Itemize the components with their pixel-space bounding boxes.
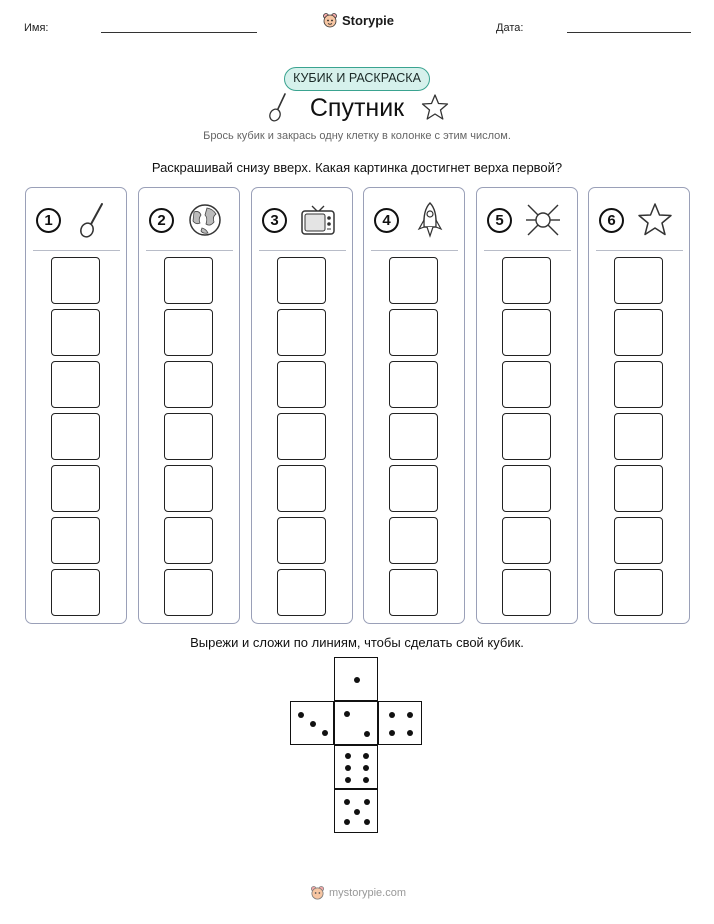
color-cell[interactable]	[51, 465, 100, 512]
die-pip	[364, 731, 370, 737]
die-pip	[298, 712, 304, 718]
color-cell[interactable]	[277, 465, 326, 512]
number-circle: 6	[599, 208, 624, 233]
column-3	[251, 187, 353, 624]
color-cell[interactable]	[502, 569, 551, 616]
column-2	[138, 187, 240, 624]
die-pip	[344, 819, 350, 825]
color-cell[interactable]	[51, 361, 100, 408]
color-cell[interactable]	[51, 413, 100, 460]
die-pip	[354, 677, 360, 683]
color-cell[interactable]	[277, 309, 326, 356]
die-face-6	[334, 745, 378, 789]
die-pip	[345, 753, 351, 759]
die-pip	[363, 753, 369, 759]
spoon-icon	[72, 200, 112, 240]
color-cell[interactable]	[389, 309, 438, 356]
die-pip	[389, 712, 395, 718]
color-cell[interactable]	[164, 465, 213, 512]
satellite-icon	[523, 200, 563, 240]
footer	[310, 885, 406, 901]
die-pip	[345, 765, 351, 771]
number-circle: 3	[262, 208, 287, 233]
number-circle: 2	[149, 208, 174, 233]
die-pip	[364, 799, 370, 805]
die-face-3	[290, 701, 334, 745]
color-cell[interactable]	[389, 569, 438, 616]
color-cell[interactable]	[164, 517, 213, 564]
color-cell[interactable]	[614, 309, 663, 356]
color-cell[interactable]	[614, 361, 663, 408]
color-cell[interactable]	[502, 465, 551, 512]
color-cell[interactable]	[389, 465, 438, 512]
earth-icon	[185, 200, 225, 240]
column-5	[476, 187, 578, 624]
brand-name: Storypie	[342, 13, 395, 28]
color-cell[interactable]	[164, 569, 213, 616]
die-pip	[322, 730, 328, 736]
die-face-1	[334, 657, 378, 701]
color-cell[interactable]	[51, 309, 100, 356]
name-label: Имя:	[24, 22, 49, 34]
color-cell[interactable]	[51, 517, 100, 564]
die-pip	[363, 777, 369, 783]
number-circle: 4	[374, 208, 399, 233]
color-cell[interactable]	[164, 309, 213, 356]
subtitle: Брось кубик и закрась одну клетку в колонке с этим числом.	[203, 130, 511, 142]
color-cell[interactable]	[389, 517, 438, 564]
die-pip	[407, 730, 413, 736]
date-line	[567, 32, 691, 33]
footer-url: mystorypie.com	[329, 887, 407, 899]
die-face-5	[334, 789, 378, 833]
color-cell[interactable]	[502, 413, 551, 460]
color-cell[interactable]	[51, 569, 100, 616]
color-cell[interactable]	[164, 361, 213, 408]
color-cell[interactable]	[277, 361, 326, 408]
color-cell[interactable]	[389, 413, 438, 460]
die-pip	[354, 809, 360, 815]
color-cell[interactable]	[614, 413, 663, 460]
die-pip	[389, 730, 395, 736]
color-cell[interactable]	[614, 465, 663, 512]
color-cell[interactable]	[164, 413, 213, 460]
color-cell[interactable]	[614, 517, 663, 564]
color-cell[interactable]	[389, 257, 438, 304]
brand-logo	[322, 12, 394, 29]
star-icon	[635, 200, 675, 240]
color-cell[interactable]	[164, 257, 213, 304]
color-cell[interactable]	[502, 257, 551, 304]
die-face-2	[334, 701, 378, 745]
die-pip	[364, 819, 370, 825]
column-6	[588, 187, 690, 624]
die-pip	[344, 711, 350, 717]
color-cell[interactable]	[277, 413, 326, 460]
die-pip	[407, 712, 413, 718]
instruction-text: Раскрашивай снизу вверх. Какая картинка достигнет верха первой?	[151, 160, 563, 175]
color-cell[interactable]	[502, 361, 551, 408]
color-cell[interactable]	[614, 257, 663, 304]
column-1	[25, 187, 127, 624]
rocket-icon	[410, 200, 450, 240]
activity-badge: КУБИК И РАСКРАСКА	[284, 67, 430, 91]
name-line	[101, 32, 257, 33]
cut-instruction: Вырежи и сложи по линиям, чтобы сделать свой кубик.	[190, 635, 524, 650]
storypie-mascot-icon	[310, 885, 325, 901]
color-cell[interactable]	[502, 517, 551, 564]
color-cell[interactable]	[389, 361, 438, 408]
die-pip	[310, 721, 316, 727]
die-face-4	[378, 701, 422, 745]
color-cell[interactable]	[614, 569, 663, 616]
die-pip	[345, 777, 351, 783]
color-cell[interactable]	[502, 309, 551, 356]
color-cell[interactable]	[51, 257, 100, 304]
die-pip	[363, 765, 369, 771]
page-title: Спутник	[309, 94, 405, 122]
tv-icon	[298, 200, 338, 240]
color-cell[interactable]	[277, 517, 326, 564]
color-cell[interactable]	[277, 569, 326, 616]
storypie-mascot-icon	[322, 12, 338, 29]
star-icon	[420, 93, 450, 121]
number-circle: 5	[487, 208, 512, 233]
color-cell[interactable]	[277, 257, 326, 304]
date-label: Дата:	[496, 22, 524, 34]
die-pip	[344, 799, 350, 805]
column-4	[363, 187, 465, 624]
color-columns	[25, 187, 690, 624]
number-circle: 1	[36, 208, 61, 233]
